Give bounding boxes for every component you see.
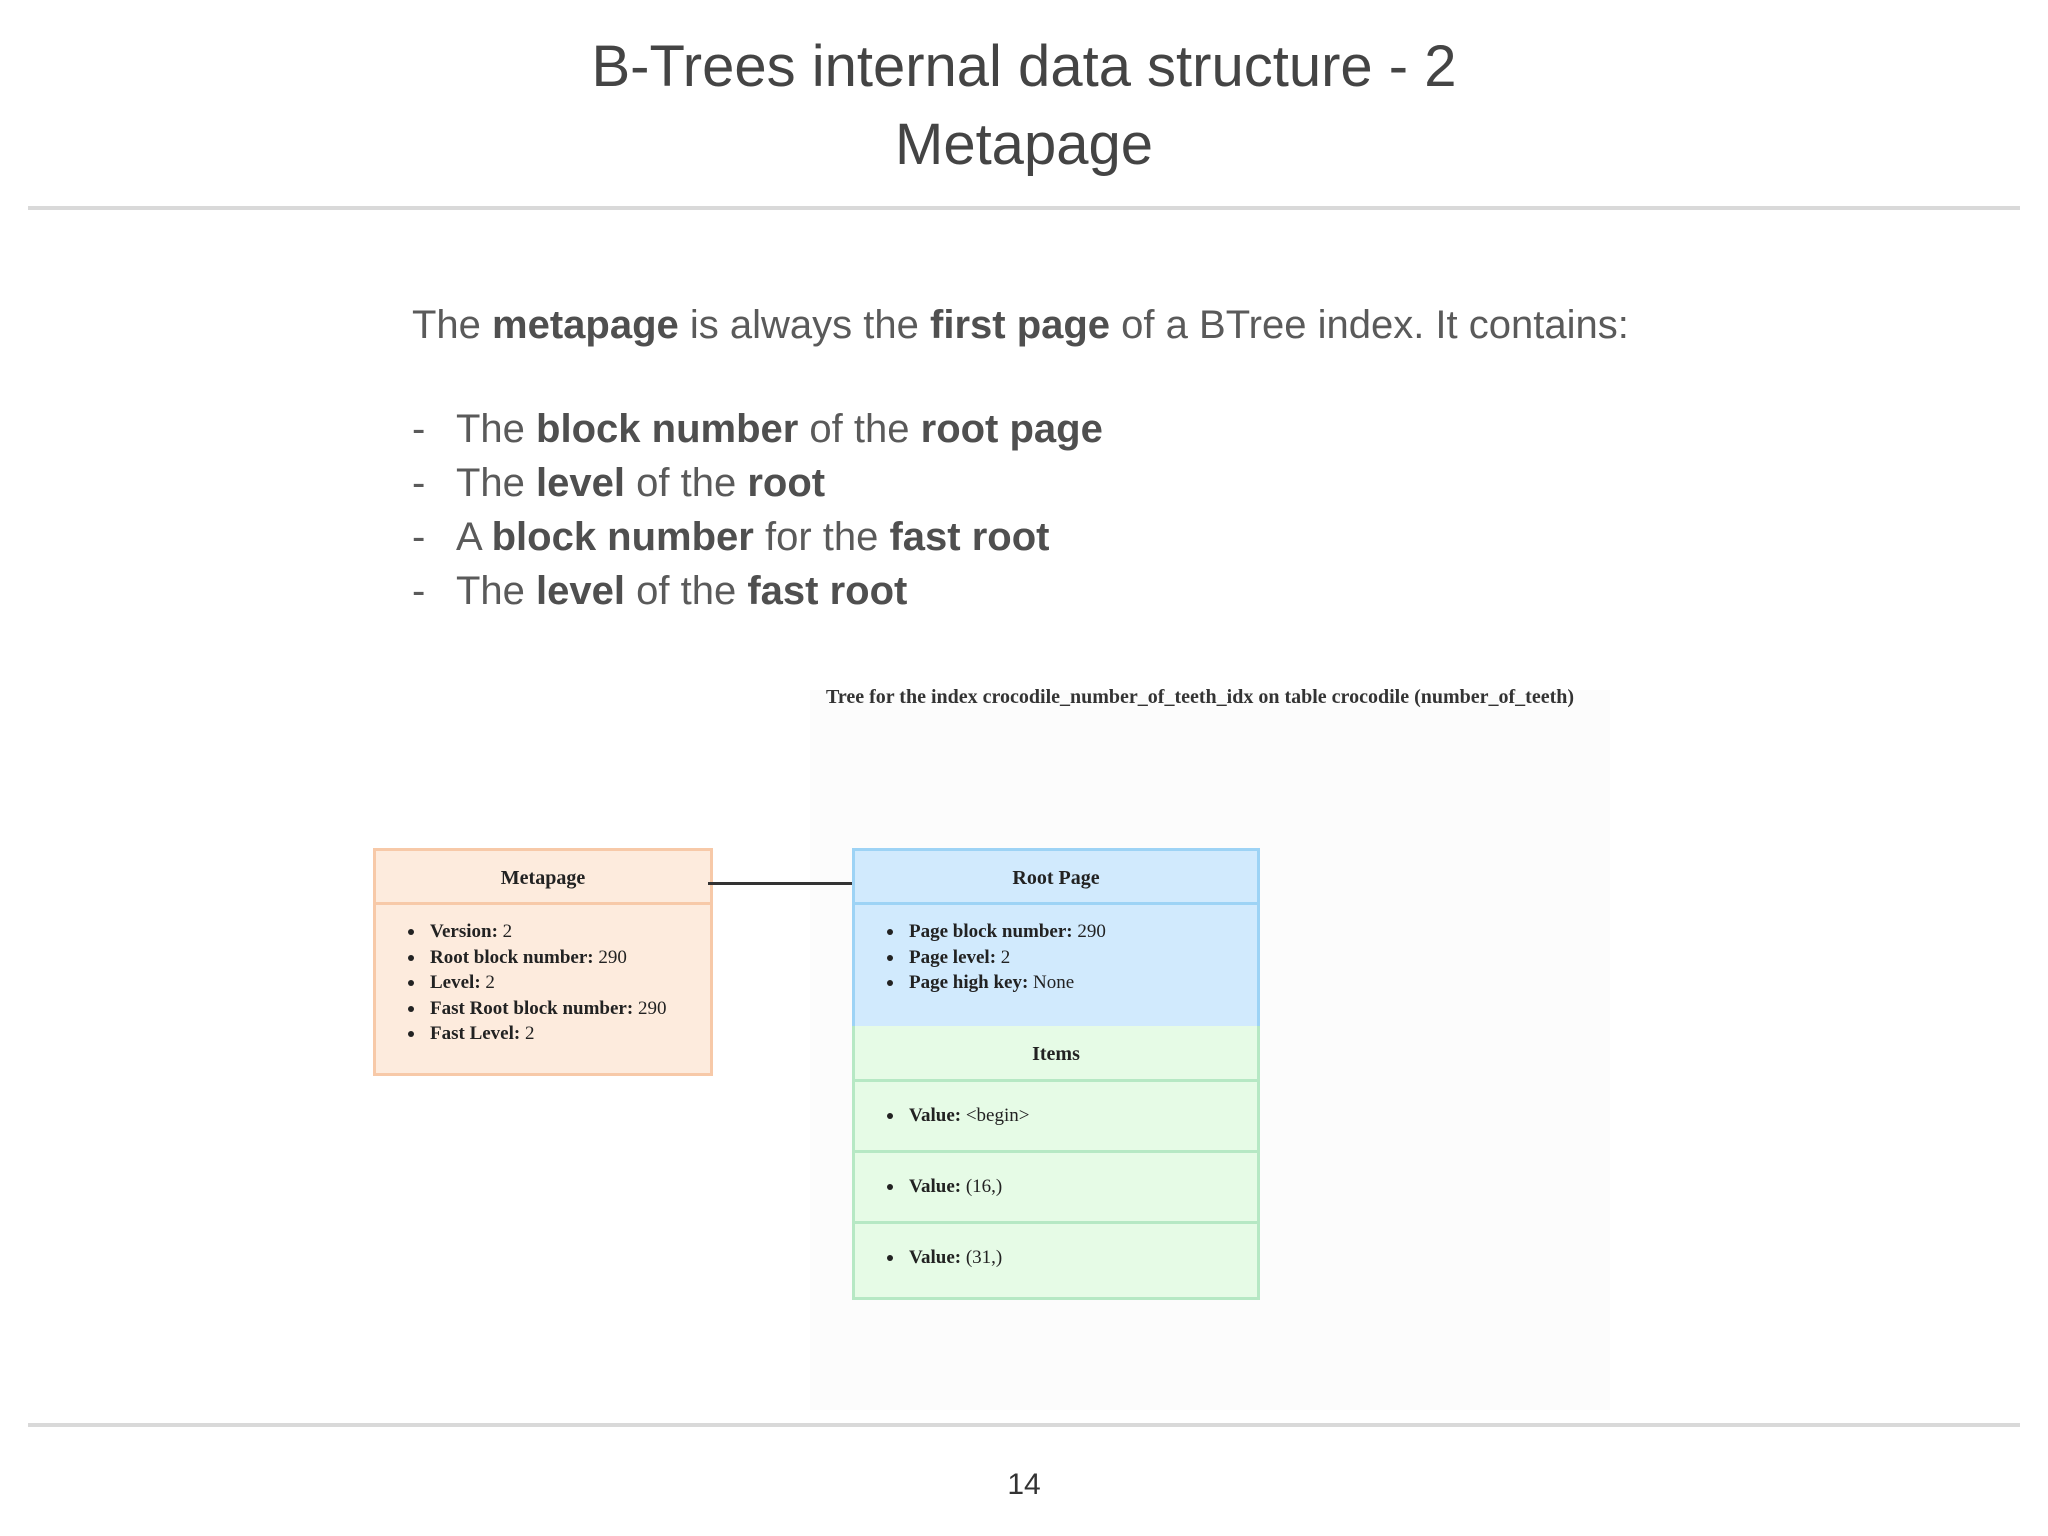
- item-val: (16,): [961, 1176, 1003, 1197]
- item-key: Value:: [909, 1105, 962, 1126]
- list-text: of the: [625, 461, 748, 505]
- list-emphasis: root: [747, 461, 826, 505]
- metapage-header: Metapage: [376, 851, 710, 905]
- field-key: Fast Level:: [430, 1023, 521, 1044]
- list-emphasis: block number: [536, 407, 799, 451]
- list-text: of the: [798, 407, 921, 451]
- dash-bullet: -: [412, 407, 426, 451]
- item-row: [855, 1153, 1257, 1224]
- list-item: [412, 510, 1103, 564]
- list-emphasis: level: [536, 461, 626, 505]
- item-key: Value:: [909, 1247, 962, 1268]
- dash-bullet: -: [412, 515, 426, 559]
- list-emphasis: level: [536, 569, 626, 613]
- intro-text: of a BTree index. It contains:: [1110, 303, 1629, 347]
- list-item: [412, 402, 1103, 456]
- root-page-field: [883, 970, 1257, 996]
- diagram-title: Tree for the index crocodile_number_of_teeth_idx on table crocodile (number_of_teeth): [826, 686, 1575, 708]
- field-key: Root block number:: [430, 946, 594, 968]
- items-header: Items: [855, 1026, 1257, 1082]
- slide-title-line-1: B-Trees internal data structure - 2: [591, 34, 1457, 99]
- field-value: 290: [593, 946, 627, 968]
- intro-text: The: [412, 303, 493, 347]
- item-key: Value:: [909, 1176, 962, 1197]
- field-value: 2: [480, 972, 495, 993]
- dash-bullet: -: [412, 461, 426, 505]
- list-emphasis: fast root: [747, 569, 908, 613]
- list-emphasis: root page: [920, 407, 1103, 451]
- root-page-header: Root Page: [855, 851, 1257, 905]
- field-key: Fast Root block number:: [430, 997, 634, 1019]
- intro-emphasis: metapage: [492, 303, 679, 347]
- list-item: [412, 456, 1103, 510]
- list-text: The: [456, 407, 537, 451]
- field-key: Level:: [430, 972, 481, 993]
- root-page-field: [883, 945, 1257, 971]
- field-value: 290: [633, 997, 667, 1019]
- list-text: The: [456, 569, 537, 613]
- list-text: A: [456, 515, 492, 559]
- intro-paragraph: [412, 298, 1712, 352]
- intro-emphasis: first page: [930, 303, 1111, 347]
- metapage-root-connector: [708, 882, 852, 885]
- slide-title: [0, 28, 2048, 184]
- root-page-box: [852, 848, 1260, 1030]
- items-box: [852, 1026, 1260, 1300]
- item-val: (31,): [961, 1247, 1003, 1268]
- item-row: [855, 1224, 1257, 1295]
- bottom-divider: [28, 1423, 2020, 1427]
- field-value: 2: [996, 946, 1011, 968]
- field-value: 2: [520, 1023, 535, 1044]
- field-key: Page high key:: [909, 972, 1029, 993]
- metapage-field: [404, 1021, 710, 1047]
- field-value: None: [1028, 972, 1075, 993]
- top-divider: [28, 206, 2020, 210]
- contents-list: [412, 402, 1103, 618]
- metapage-field: [404, 996, 710, 1022]
- item-value: [883, 1245, 1257, 1271]
- item-value: [883, 1103, 1257, 1129]
- field-key: Page block number:: [909, 921, 1073, 942]
- root-page-fields: [855, 905, 1257, 996]
- slide-title-line-2: Metapage: [895, 112, 1153, 177]
- metapage-fields: [376, 905, 710, 1047]
- item-val: <begin>: [961, 1105, 1030, 1126]
- list-emphasis: block number: [491, 515, 754, 559]
- field-value: 2: [497, 921, 513, 942]
- list-text: of the: [625, 569, 748, 613]
- page-number: 14: [1007, 1468, 1041, 1501]
- metapage-field: [404, 945, 710, 971]
- metapage-field: [404, 970, 710, 996]
- field-key: Version:: [430, 921, 498, 942]
- intro-text: is always the: [678, 303, 931, 347]
- dash-bullet: -: [412, 569, 426, 613]
- item-value: [883, 1174, 1257, 1200]
- metapage-box: [373, 848, 713, 1076]
- list-emphasis: fast root: [889, 515, 1050, 559]
- list-text: for the: [753, 515, 890, 559]
- list-text: The: [456, 461, 537, 505]
- field-key: Page level:: [909, 946, 997, 968]
- list-item: [412, 564, 1103, 618]
- root-page-field: [883, 919, 1257, 945]
- item-row: [855, 1082, 1257, 1153]
- field-value: 290: [1072, 921, 1106, 942]
- metapage-field: [404, 919, 710, 945]
